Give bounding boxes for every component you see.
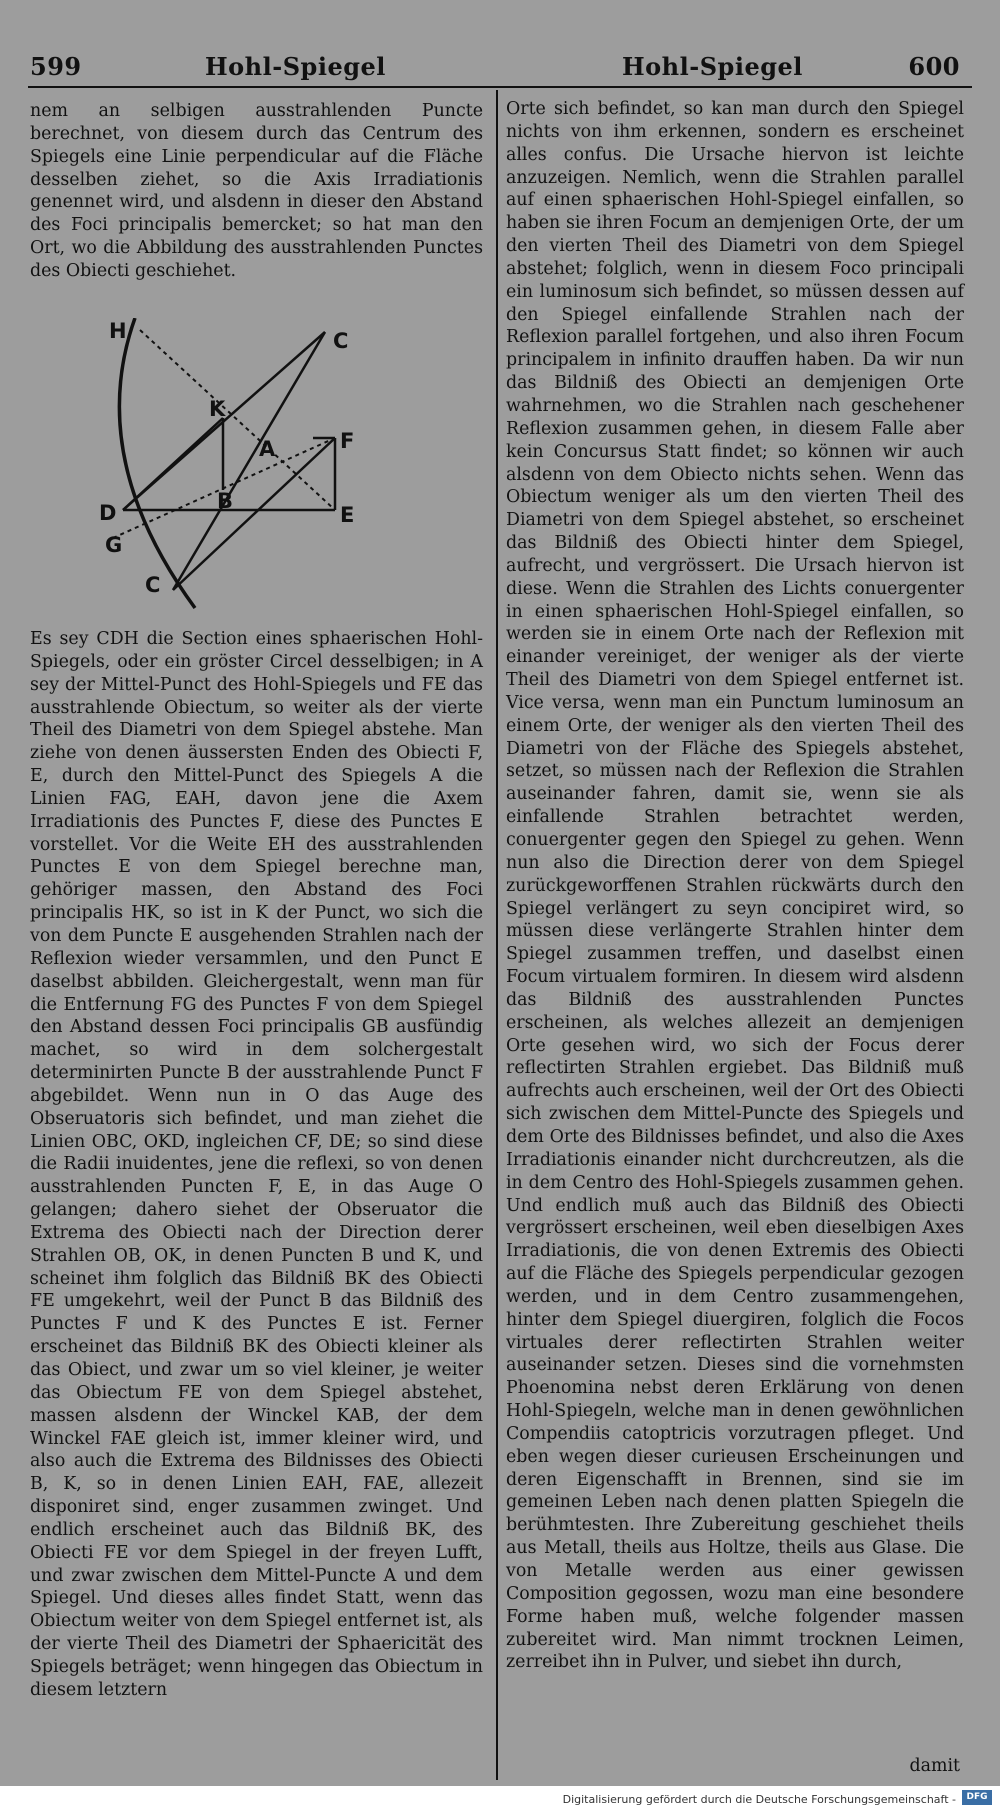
page-number-right: 600	[908, 52, 960, 81]
label-G: G	[105, 533, 123, 557]
running-head-right: Hohl-Spiegel	[622, 52, 803, 81]
paragraph: nem an selbigen ausstrahlenden Puncte berechnet, von diesem durch das Centrum des Spiegels eine Linie perpendicular auf die Fläche desselben ziehet, so die Axis Irradiationis genennet wird, und alsdenn in dieser den Abstand des Foci principalis bemercket; so hat man den Ort, wo die Abbildung des ausstrahlenden Punctes des Obiecti geschiehet.	[30, 101, 483, 281]
paragraph: Es sey CDH die Section eines sphaerischen Hohl-Spiegels, oder ein gröster Circel desselbigen; in A sey der Mittel-Punct des Hohl-Spiegels und FE das ausstrahlende Obiectum, so weiter als der vierte Theil des Diametri von dem Spiegel abstehe. Man ziehe von denen äussersten Enden des Obiecti F, E, durch den Mittel-Punct des Spiegels A die Linien FAG, EAH, davon jene die Axem Irradiationis des Punctes F, diese des Punctes E vorstellet. Vor die Weite EH des ausstrahlenden Punctes E von dem Spiegel berechne man, gehöriger massen, den Abstand des Foci principalis HK, so ist in K der Punct, wo sich die von dem Puncte E ausgehenden Strahlen nach der Reflexion wieder versammlen, und den Punct E daselbst abbilden. Gleichergestalt, wenn man für die Entfernung FG des Punctes F von dem Spiegel den Abstand dessen Foci principalis GB ausfündig machet, so wird in dem solchergestalt determinirten Puncte B der ausstrahlende Punct F abgebildet. Wenn nun in O das Auge des Obseruatoris sich befindet, und man ziehet die Linien OBC, OKD, ingleichen CF, DE; so sind diese die Radii inuidentes, jene die reflexi, so von denen ausstrahlenden Puncten F, E, in das Auge O gelangen; dahero siehet der Obseruator die Extrema des Obiecti nach der Direction derer Strahlen OB, OK, in denen Puncten B und K, und scheinet ihm folglich das Bildniß BK des Obiecti FE umgekehrt, weil der Punct B das Bildniß des Punctes F und K des Punctes E ist. Ferner erscheinet das Bildniß BK des Obiecti kleiner als das Obiect, und zwar um so viel kleiner, je weiter das Obiectum FE von dem Spiegel abstehet, massen alsdenn der Winckel KAB, der dem Winckel FAE gleich ist, immer kleiner wird, und also auch die Extrema des Bildnisses des Obiecti B, K, so in denen Linien EAH, FAE, allezeit disponiret sind, enger zusammen zwinget. Und endlich erscheinet auch das Bildniß BK, des Obiecti FE vor dem Spiegel in der freyen Lufft, und zwar zwischen dem Mittel-Puncte A und dem Spiegel. Und dieses alles findet Statt, wenn das Obiectum weiter von dem Spiegel entfernet ist, als der vierte Theil des Diametri der Sphaericität des Spiegels beträget; wenn hingegen das Obiectum in diesem letztern	[30, 629, 483, 1700]
right-column	[506, 98, 964, 1674]
geometry-figure	[95, 318, 430, 613]
line-OBC	[173, 332, 325, 590]
line-CF	[173, 438, 335, 590]
label-H: H	[109, 319, 127, 343]
paragraph: Orte sich befindet, so kan man durch den Spiegel nichts von ihm erkennen, sondern es erscheinet alles confus. Die Ursache hiervon ist leichte anzuzeigen. Nemlich, wenn die Strahlen parallel auf einen sphaerischen Hohl-Spiegel einfallen, so haben sie ihren Focum an demjenigen Orte, der um den vierten Theil des Diametri von dem Spiegel abstehet; folglich, wenn in diesem Foco principali ein luminosum sich befindet, so müssen dessen auf den Spiegel einfallende Strahlen nach der Reflexion parallel fortgehen, und also ihren Focum principalem in infinito drauffen haben. Da wir nun das Bildniß des Obiecti an demjenigen Orte wahrnehmen, wo die Strahlen nach geschehener Reflexion zusammen gehen, in diesem Falle aber kein Concursus Statt findet; so können wir auch alsdenn von dem Obiecto nichts sehen. Wenn das Obiectum weniger als um den vierten Theil des Diametri von dem Spiegel abstehet, so erscheinet das Bildniß des Obiecti hinter dem Spiegel, aufrecht, und vergrössert. Die Ursach hiervon ist diese. Wenn die Strahlen des Lichts conuergenter in einen sphaerischen Hohl-Spiegel einfallen, so werden sie in einem Orte nach der Reflexion mit einander vereiniget, der weniger als der vierte Theil des Diametri von dem Spiegel entfernet ist. Vice versa, wenn man ein Punctum luminosum an einem Orte, der weniger als den vierten Theil des Diametri von der Fläche des Spiegels abstehet, setzet, so müssen nach der Reflexion die Strahlen auseinander fahren, damit sie, wenn sie als einfallende Strahlen betrachtet werden, conuergenter gegen den Spiegel zu gehen. Wenn nun also die Direction derer von dem Spiegel zurückgeworffenen Strahlen rückwärts durch den Spiegel verlängert zu seyn concipiret wird, so müssen diese verlängerte Strahlen hinter dem Spiegel zusammen treffen, und daselbst einen Focum virtualem formiren. In diesem wird alsdenn das Bildniß des ausstrahlenden Punctes erscheinen, als welches allezeit an demjenigen Orte gesehen wird, wo sich der Focus derer reflectirten Strahlen ergiebet. Das Bildniß muß aufrechts auch erscheinen, weil der Ort des Obiecti sich zwischen dem Mittel-Puncte des Spiegels und dem Orte des Bildnisses befindet, und also die Axes Irradiationis einander nicht durchcreutzen, als die in dem Centro des Hohl-Spiegels zusammen gehen. Und endlich muß auch das Bildniß des Obiecti vergrössert erscheinen, weil eben dieselbigen Axes Irradiationis, die von denen Extremis des Obiecti auf die Fläche des Spiegels perpendicular gezogen werden, und in dem Centro zusammengehen, hinter dem Spiegel diuergiren, folglich die Focos virtuales derer reflectirten Strahlen weiter auseinander setzen. Dieses sind die vornehmsten Phoenomina nebst deren Erklärung von denen Hohl-Spiegeln, welche man in denen gewöhnlichen Compendiis catoptricis vorzutragen pfleget. Und eben wegen dieser curieusen Erscheinungen und deren Eigenschafft in Brennen, sind sie im gemeinen Leben nach denen platten Spiegeln die berühmtesten. Ihre Zubereitung geschiehet theils aus Metall, theils aus Holtze, theils aus Glase. Die von Metalle werden aus einer gewissen Composition gegossen, wozu man eine besondere Forme haben muß, welche folgender massen zubereitet wird. Man nimmt trocknen Leimen, zerreibet ihn in Pulver, und siebet ihn durch,	[506, 99, 964, 1673]
header-rule	[28, 86, 972, 88]
mirror-arc	[119, 318, 195, 608]
dfg-logo[interactable]: DFG	[962, 1790, 992, 1805]
column-divider	[496, 90, 498, 1780]
label-D: D	[99, 501, 117, 525]
left-column-top	[30, 100, 483, 283]
label-F: F	[340, 429, 355, 453]
label-K: K	[209, 397, 226, 421]
page-number-left: 599	[30, 52, 82, 81]
label-C-bottom: C	[145, 573, 161, 597]
label-E: E	[340, 503, 355, 527]
concave-mirror-diagram	[95, 318, 430, 613]
running-head-left: Hohl-Spiegel	[205, 52, 386, 81]
left-column-bottom	[30, 628, 483, 1702]
catchword: damit	[909, 1756, 960, 1776]
footer-credit: Digitalisierung gefördert durch die Deutsche Forschungsgemeinschaft -	[562, 1793, 956, 1806]
label-A: A	[259, 437, 276, 461]
label-B: B	[217, 489, 234, 513]
label-C-top: C	[333, 329, 349, 353]
